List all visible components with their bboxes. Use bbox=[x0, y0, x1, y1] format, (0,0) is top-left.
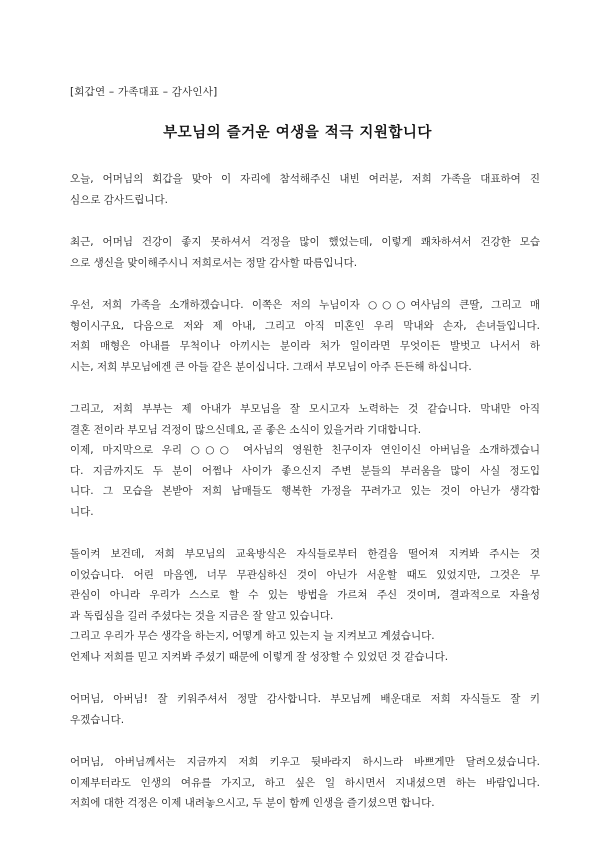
text-line: 심으로 감사드립니다. bbox=[70, 193, 168, 206]
paragraph-family-intro bbox=[70, 295, 540, 377]
text-line: 시는, 저희 부모님에겐 큰 아들 같은 분이십니다. 그래서 부모님이 아주 든든해 하십니다. bbox=[70, 360, 472, 373]
text-line: 다. 지금까지도 두 분이 어쩜나 사이가 좋으신지 주변 분들의 부러움을 많이 사실 정도입 bbox=[70, 464, 540, 477]
text-line: 이제부터라도 인생의 여유를 가지고, 하고 싶은 일 하시면서 지내셨으면 하는 바람입니다. bbox=[70, 776, 540, 789]
text-line: 니다. bbox=[70, 505, 94, 518]
text-line: 관심이 아니라 우리가 스스로 할 수 있는 방법을 가르쳐 주신 것이며, 결과적으로 자율성 bbox=[70, 589, 540, 601]
paragraph-thanks bbox=[70, 689, 540, 730]
paragraph-upbringing bbox=[70, 544, 540, 667]
text-line: 돌이켜 보건데, 저희 부모님의 교육방식은 자식들로부터 한걸음 떨어져 지켜봐 주시는 것 bbox=[70, 548, 540, 560]
paragraph-couple-and-father bbox=[70, 399, 540, 522]
text-line: 과 독립심을 길러 주셨다는 것을 지금은 잘 알고 있습니다. bbox=[70, 609, 334, 622]
text-line: 이제, 마지막으로 우리 ○○○ 여사님의 영원한 친구이자 연인이신 아버님을 소개하겠습니 bbox=[70, 444, 540, 456]
paragraph-health bbox=[70, 232, 540, 273]
text-line: 그리고 우리가 무슨 생각을 하는지, 어떻게 하고 있는지 늘 지켜보고 계셨습니다. bbox=[70, 630, 435, 642]
text-line: 결혼 전이라 부모님 걱정이 많으신데요, 곧 좋은 소식이 있을거라 기대합니다. bbox=[70, 423, 422, 436]
text-line: 우겠습니다. bbox=[70, 713, 125, 726]
text-line: 오늘, 어머님의 회갑을 맞아 이 자리에 참석해주신 내빈 여러분, 저희 가족을 대표하여 진 bbox=[70, 173, 540, 185]
text-line: 어머님, 아버님께서는 지금까지 저희 키우고 뒷바라지 하시느라 바쁘게만 달려오셨습니다. bbox=[70, 756, 540, 768]
text-line: 그리고, 저희 부부는 제 아내가 부모님을 잘 모시고자 노력하는 것 같습니다. 막내만 아직 bbox=[70, 403, 540, 415]
text-line: 저희 매형은 아내를 무척이나 아끼시는 분이라 처가 일이라면 무엇이든 발벗고 나서서 하 bbox=[70, 340, 540, 352]
text-line: 우선, 저희 가족을 소개하겠습니다. 이쪽은 저의 누님이자 ○○○여사님의 큰딸, 그리고 매 bbox=[70, 299, 540, 311]
paragraph-wishes bbox=[70, 752, 540, 814]
text-line: 저희에 대한 걱정은 이제 내려놓으시고, 두 분이 함께 인생을 즐기셨으면 합니다. bbox=[70, 797, 435, 809]
text-line: 어머님, 아버님! 잘 키워주셔서 정말 감사합니다. 부모님께 배운대로 저희 자식들도 잘 키 bbox=[70, 693, 540, 705]
document-body bbox=[70, 169, 540, 814]
text-line: 니다. 그 모습을 본받아 저희 남매들도 행복한 가정을 꾸려가고 있는 것이 아닌가 생각합 bbox=[70, 485, 540, 497]
document-title: 부모님의 즐거운 여생을 적극 지원합니다 bbox=[163, 125, 432, 141]
text-line: 형이시구요, 다음으로 저와 제 아내, 그리고 아직 미혼인 우리 막내와 손자, 손녀들입니다. bbox=[70, 319, 540, 332]
text-line: 으로 생신을 맞이해주시니 저희로서는 정말 감사할 따름입니다. bbox=[70, 256, 358, 269]
text-line: 최근, 어머님 건강이 좋지 못하셔서 걱정을 많이 했었는데, 이렇게 쾌차하셔서 건강한 모습 bbox=[70, 236, 540, 248]
text-line: 이었습니다. 어린 마음엔, 너무 무관심하신 것이 아닌가 서운할 때도 있었지만, 그것은 무 bbox=[70, 568, 540, 581]
document-category-tag: [회갑연 – 가족대표 – 감사인사] bbox=[70, 86, 218, 98]
paragraph-greeting bbox=[70, 169, 540, 210]
text-line: 언제나 저희를 믿고 지켜봐 주셨기 때문에 이렇게 잘 성장할 수 있었던 것 같습니다. bbox=[70, 650, 449, 663]
